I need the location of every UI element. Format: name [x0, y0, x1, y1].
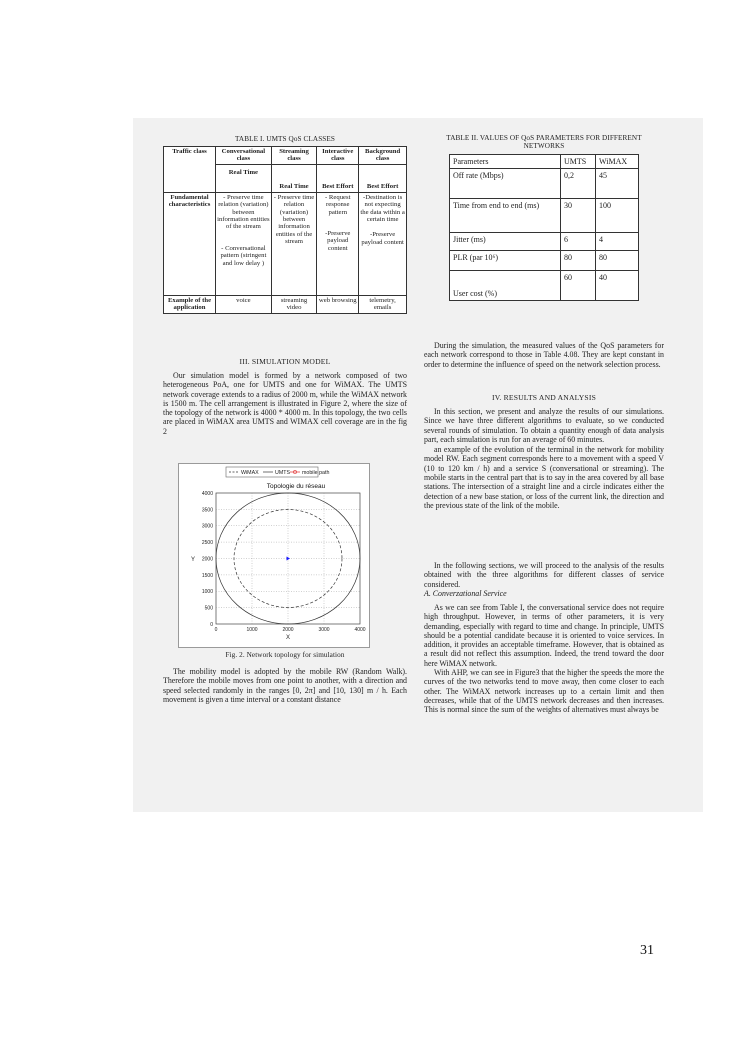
table-row [450, 199, 639, 233]
table-cell: voice [216, 295, 272, 313]
paragraph-text: With AHP, we can see in Figure3 that the higher the speeds the more the curves of the two networks tend to move away, then come closer to each other. The WiMAX network increases up to a certain limit and then decreases, while that of the UMTS network decreases and then increases. This is normal since the sum of the weights of alternatives must always be [424, 668, 664, 715]
cell-text: - Preserve time relation (variation) between information entities of the stream [217, 193, 270, 231]
table-header-cell: Conversational class [216, 147, 272, 165]
x-tick-label: 2000 [282, 627, 294, 633]
table2-caption-line: NETWORKS [523, 142, 565, 150]
results-paragraph [424, 407, 664, 510]
table-cell: Time from end to end (ms) [450, 199, 561, 233]
y-axis-label: Y [191, 557, 196, 563]
y-tick-label: 3500 [201, 507, 213, 514]
following-sections-paragraph [424, 561, 664, 589]
y-tick-label: 500 [204, 605, 213, 612]
table-cell [359, 192, 407, 295]
table-cell [317, 192, 359, 295]
table-row [450, 233, 639, 251]
x-tick-labels [215, 627, 366, 633]
legend-label: mobile path [302, 470, 330, 476]
subsection-a-title: A. Converzational Service [424, 589, 507, 598]
topology-chart [179, 464, 369, 647]
paragraph-text: As we can see from Table I, the conversational service does not require high throughput. However, in terms of other parameters, it is very demanding, especially with regard to time and change. In principle, UMTS should be a potential candidate because it is oriented to voice services. In addition, it provides an acceptable timeframe. However, that is obtained as a result did not reflect this assumption. Indeed, the trend toward the door here WiMAX network. [424, 603, 664, 668]
legend-label: WiMAX [241, 470, 259, 476]
y-tick-label: 2000 [201, 556, 213, 563]
legend-label: UMTS [275, 470, 291, 476]
table-row [450, 169, 639, 199]
cell-text: -Preserve payload content [361, 231, 404, 246]
table-cell: 0,2 [561, 169, 596, 199]
paragraph-text: In this section, we present and analyze the results of our simulations. Since we have three different algorithms to evaluate, so we conducted several rounds of simulation. To obtain a quantity enough of data analysis part, each simulation is run for an average of 60 minutes. [424, 407, 664, 444]
table-header-cell: WiMAX [596, 155, 639, 169]
table-cell: 6 [561, 233, 596, 251]
x-tick-label: 0 [214, 627, 218, 633]
table1-caption: TABLE I. UMTS QoS CLASSES [235, 135, 335, 143]
table-cell: Best Effort [359, 164, 407, 192]
table-cell: Real Time [271, 164, 317, 192]
table-cell: telemetry, emails [359, 295, 407, 313]
table-cell: 100 [596, 199, 639, 233]
cell-text: - Conversational pattern (stringent and low delay ) [220, 244, 267, 267]
y-tick-label: 4000 [201, 491, 213, 497]
table-row [450, 251, 639, 271]
table2-caption [430, 134, 658, 150]
table-header-cell: UMTS [561, 155, 596, 169]
table-cell [216, 192, 272, 295]
conversational-paragraph [424, 603, 664, 807]
table-cell: 45 [596, 169, 639, 199]
network-topology-figure [178, 463, 370, 648]
table-cell: 40 [596, 271, 639, 301]
x-tick-label: 4000 [354, 627, 366, 633]
y-tick-label: 2500 [201, 540, 213, 547]
table-header-cell: Streaming class [271, 147, 317, 165]
table-header-cell: Background class [359, 147, 407, 165]
paragraph-text: an example of the evolution of the terminal in the network for mobility model RW. Each segment corresponds here to a movement with a speed V (10 to 120 km / h) and a service S (conversational or streaming). The mobile starts in the central part that is to say in the area covered by all base stations. The intersection of a straight line and a circle indicates either the detection of a new base station, or loss of the current link, the direction and the previous state of the link of the mobile. [424, 445, 664, 510]
table-cell: streaming video [271, 295, 317, 313]
cell-text: -Destination is not expecting the data within a certain time [360, 193, 405, 224]
section-4-title: IV. RESULTS AND ANALYSIS [491, 393, 597, 402]
table-cell: 60 [561, 271, 596, 301]
table-row-header: Example of the application [164, 295, 216, 313]
y-tick-label: 0 [210, 622, 213, 628]
paragraph-text: During the simulation, the measured values of the QoS parameters for each network correspond to those in Table 4.08. They are kept constant in order to determine the influence of speed on the network selection process. [424, 341, 664, 369]
x-tick-label: 1000 [246, 627, 258, 633]
umts-qos-classes-table [163, 146, 407, 314]
table-row [450, 271, 639, 301]
table-header-cell: Parameters [450, 155, 561, 169]
table-header-cell: Interactive class [317, 147, 359, 165]
y-tick-label: 3000 [201, 523, 213, 530]
table-cell: web browsing [317, 295, 359, 313]
section-3-title: III. SIMULATION MODEL [239, 357, 331, 366]
x-axis-label: X [285, 635, 291, 641]
x-tick-label: 3000 [318, 627, 330, 633]
table-cell: Jitter (ms) [450, 233, 561, 251]
paragraph-text: In the following sections, we will proceed to the analysis of the results obtained with the three algorithms for different classes of service considered. [424, 561, 664, 589]
figure-2-caption: Fig. 2. Network topology for simulation [225, 651, 345, 659]
cell-text: - Request response pattern [325, 193, 351, 216]
paragraph-text: The mobility model is adopted by the mobile RW (Random Walk). Therefore the mobile moves from one point to another, with a direction and speed selected randomly in the ranges [0, 2π] and [10, 130] m / h. Each movement is given a time interval or a constant distance [163, 667, 407, 704]
table-cell: User cost (%) [450, 271, 561, 301]
table-cell: PLR (par 10⁶) [450, 251, 561, 271]
chart-title: Topologie du réseau [266, 483, 326, 490]
table-cell: - Preserve time relation (variation) between information entities of the stream [271, 192, 317, 295]
table-row-header: Fundamental characteristics [164, 192, 216, 295]
qos-parameters-table [449, 154, 639, 301]
cell-text: -Preserve payload content [325, 230, 351, 252]
table2-caption-line: TABLE II. VALUES OF QoS PARAMETERS FOR DIFFERENT [446, 134, 642, 142]
during-simulation-paragraph [424, 341, 664, 369]
page-number: 31 [640, 943, 654, 958]
table-cell: Off rate (Mbps) [450, 169, 561, 199]
table-cell: 80 [596, 251, 639, 271]
table-row [164, 192, 407, 295]
table-cell: 4 [596, 233, 639, 251]
table-cell: 30 [561, 199, 596, 233]
y-tick-labels [202, 491, 213, 628]
table-header-cell: Traffic class [164, 147, 216, 193]
mobility-paragraph [163, 667, 407, 704]
paragraph-text: Our simulation model is formed by a network composed of two heterogeneous PoA, one for UMTS and one for WiMAX. The UMTS network coverage extends to a radius of 2000 m, while the WiMAX network is 1500 m. The cell arrangement is illustrated in Figure 2, where the size of the topology of the network is 4000 * 4000 m. In this topology, the two cells are placed in WiMAX area UMTS and WIMAX cell coverage are in the fig 2 [163, 371, 407, 436]
y-tick-label: 1500 [201, 572, 213, 579]
table-row [450, 155, 639, 169]
table-row [164, 147, 407, 165]
y-tick-label: 1000 [201, 589, 213, 596]
table-cell: Real Time [216, 164, 272, 192]
table-cell: Best Effort [317, 164, 359, 192]
section-3-paragraph [163, 371, 407, 436]
table-cell: 80 [561, 251, 596, 271]
table-row [164, 295, 407, 313]
